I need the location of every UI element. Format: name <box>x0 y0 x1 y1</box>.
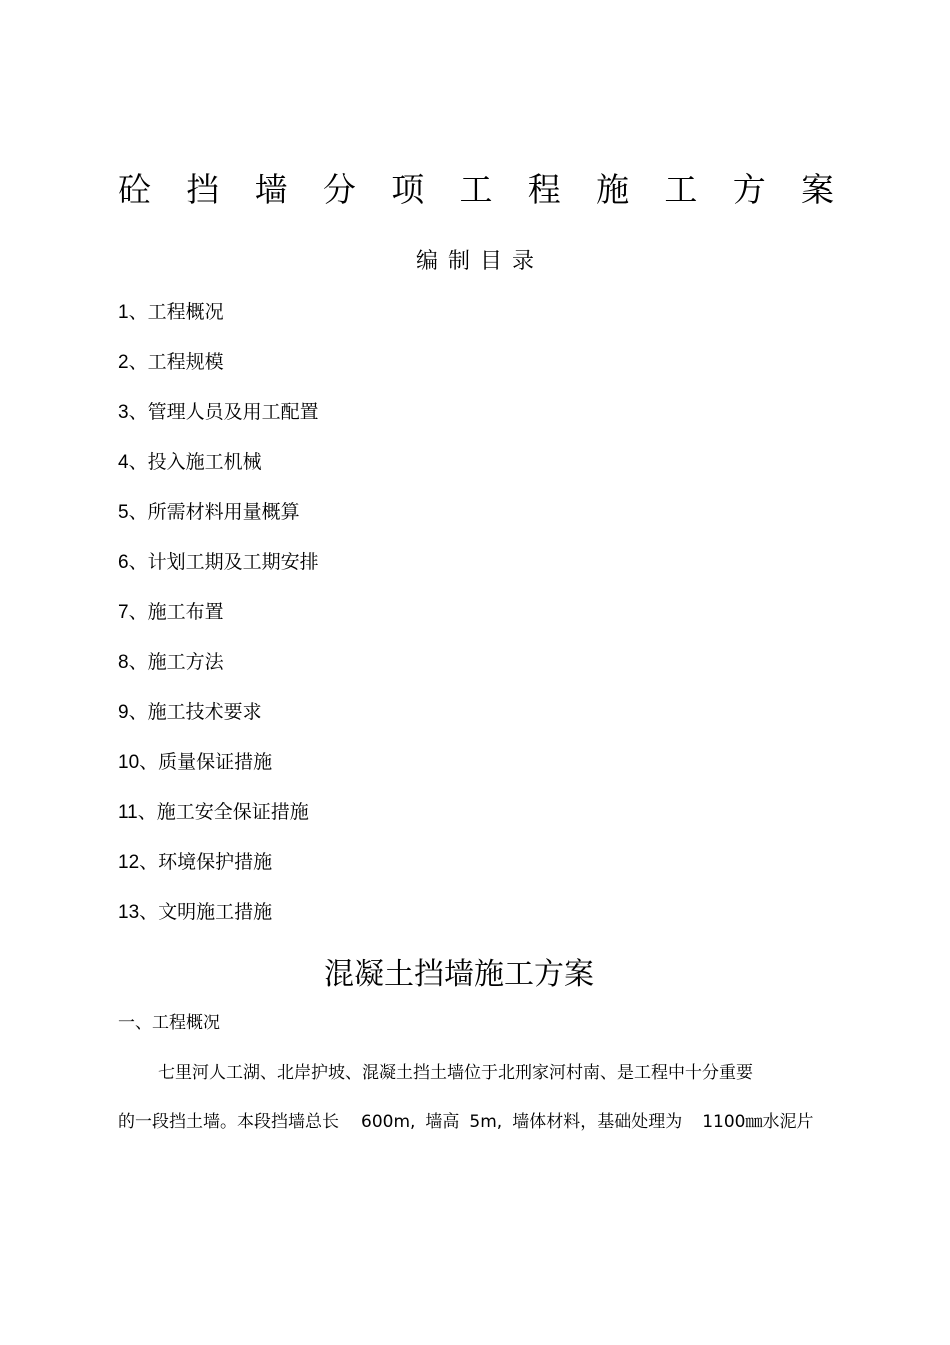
toc-item <box>118 396 319 446</box>
toc-item-separator: 、 <box>128 651 148 673</box>
toc-item-label: 施工布置 <box>147 601 224 623</box>
paragraph-line: 七里河人工湖、北岸护坡、混凝土挡土墙位于北刑家河村南、是工程中十分重要 <box>158 1063 753 1083</box>
toc-item-label: 工程规模 <box>147 351 224 373</box>
toc-item-label: 施工技术要求 <box>147 701 262 723</box>
toc-item-label: 工程概况 <box>147 301 224 323</box>
toc-item-number: 1 <box>118 302 129 323</box>
toc-item-separator: 、 <box>139 901 159 923</box>
toc-item-label: 管理人员及用工配置 <box>147 401 319 423</box>
toc-item <box>118 846 319 896</box>
paragraph-text: 墙高 <box>425 1112 460 1132</box>
toc-item-label: 投入施工机械 <box>147 451 262 473</box>
toc-item <box>118 696 319 746</box>
toc-item-label: 计划工期及工期安排 <box>147 551 319 573</box>
section-title: 混凝土挡墙施工方案 <box>324 957 594 992</box>
toc-item-separator: 、 <box>139 851 159 873</box>
toc-item-label: 质量保证措施 <box>158 751 273 773</box>
toc-item <box>118 346 319 396</box>
toc-item-number: 10 <box>118 752 140 773</box>
toc-heading: 编制目录 <box>415 249 544 274</box>
toc-item-label: 所需材料用量概算 <box>147 501 300 523</box>
toc-item-number: 5 <box>118 502 129 523</box>
toc-item-number: 2 <box>118 352 129 373</box>
toc-item <box>118 646 319 696</box>
toc-item-separator: 、 <box>128 601 148 623</box>
toc-item-separator: 、 <box>128 401 148 423</box>
document-title: 砼挡墙分项工程施工方案 <box>118 170 834 209</box>
toc-item <box>118 596 319 646</box>
toc-item-separator: 、 <box>139 751 159 773</box>
toc-item-number: 9 <box>118 702 129 723</box>
toc-item-number: 3 <box>118 402 129 423</box>
toc-item-separator: 、 <box>128 551 148 573</box>
toc-item-number: 11 <box>118 802 138 823</box>
toc-item-label: 文明施工措施 <box>158 901 273 923</box>
toc-item-number: 6 <box>118 552 129 573</box>
paragraph-line <box>118 1108 813 1136</box>
wall-height-value: 5m, <box>469 1112 503 1132</box>
toc-item-separator: 、 <box>128 501 148 523</box>
toc-item-number: 4 <box>118 452 129 473</box>
toc-item <box>118 796 319 846</box>
toc-item-number: 8 <box>118 652 129 673</box>
toc-item-label: 施工方法 <box>147 651 224 673</box>
toc-item <box>118 546 319 596</box>
paragraph-text: 墙体材料，基础处理为 <box>512 1112 683 1132</box>
toc-item-number: 13 <box>118 902 140 923</box>
toc-item <box>118 896 319 946</box>
toc-item-separator: 、 <box>137 801 157 823</box>
toc-item <box>118 746 319 796</box>
toc-item-separator: 、 <box>128 701 148 723</box>
toc-item-separator: 、 <box>128 301 148 323</box>
paragraph-text: 的一段挡土墙。本段挡墙总长 <box>118 1112 339 1132</box>
toc-item-label: 施工安全保证措施 <box>156 801 309 823</box>
toc-item-label: 环境保护措施 <box>158 851 273 873</box>
foundation-thickness-value: 1100㎜水泥片 <box>702 1112 814 1132</box>
toc-item-number: 12 <box>118 852 140 873</box>
toc-item-number: 7 <box>118 602 129 623</box>
toc-item-separator: 、 <box>128 451 148 473</box>
toc-item <box>118 496 319 546</box>
toc-list <box>118 296 319 946</box>
wall-length-value: 600m, <box>361 1112 416 1132</box>
toc-item-separator: 、 <box>128 351 148 373</box>
toc-item <box>118 296 319 346</box>
toc-item <box>118 446 319 496</box>
section-sub-heading: 一、工程概况 <box>118 1013 220 1033</box>
